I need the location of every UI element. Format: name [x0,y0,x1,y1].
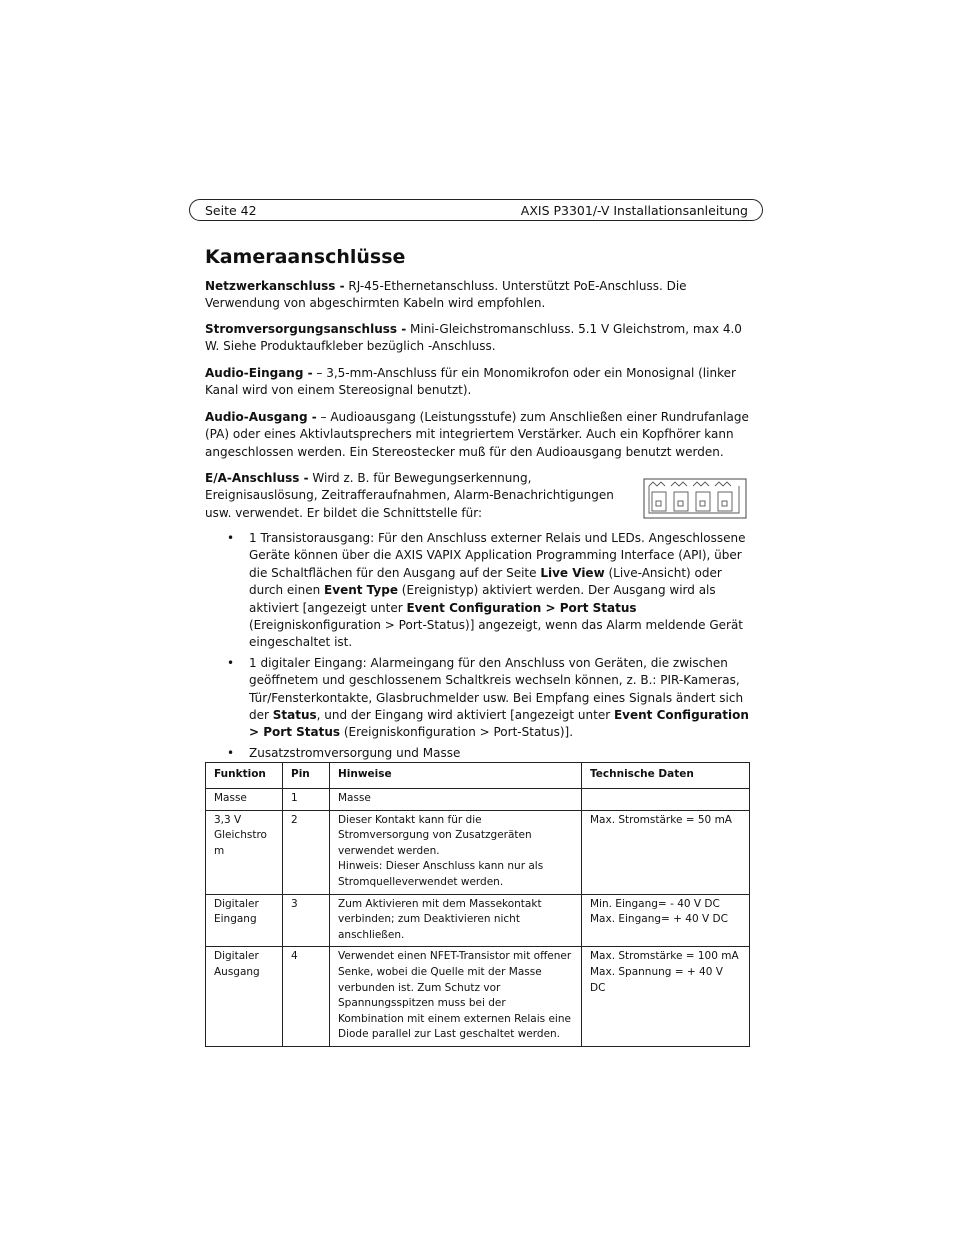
cell-specs: Max. Stromstärke = 100 mA Max. Spannung = + 40 V DC [582,947,750,1047]
bullet-text: 1 digitaler Eingang: Alarmeingang für den Anschluss von Geräten, die zwischen geöffnetem und geschlossenem Schaltkreis wechseln können, z. B.: PIR-Kameras, Tür/Fensterkontakte, Glasbruchmelder usw. Bei Empfang eines Signals ändert sich der [249,655,744,723]
audio-in-label: Audio-Eingang - [205,366,313,380]
cell-specs: Max. Stromstärke = 50 mA [582,810,750,894]
table-row [206,789,750,811]
audio-out-paragraph [205,409,750,461]
cell-specs [582,789,750,811]
network-text: RJ-45-Ethernetanschluss. Unterstützt PoE-Anschluss. Die Verwendung von abgeschirmten Kabeln wird empfohlen. [205,279,687,311]
bullet-icon: • [227,531,235,545]
document-title: AXIS P3301/-V Installationsanleitung [520,203,748,218]
io-paragraph [205,470,617,522]
power-label: Stromversorgungsanschluss - [205,322,407,336]
ui-term-status: Status [272,708,317,723]
column-header: Technische Daten [582,763,750,789]
cell-notes: Dieser Kontakt kann für die Stromversorgung von Zusatzgeräten verwendet werden. Hinweis: Dieser Anschluss kann nur als Stromquelleverwendet werden. [330,810,582,894]
bullet-text: (Ereignistyp) aktiviert werden. Der Ausgang wird als aktiviert [angezeigt unter [249,583,716,615]
table-row [206,894,750,947]
cell-function: 3,3 V Gleichstro m [206,810,283,894]
list-item [227,530,752,652]
list-item [227,655,752,742]
cell-pin: 4 [283,947,330,1047]
bullet-icon: • [227,745,235,760]
bullet-text: (Live-Ansicht) oder durch einen [249,565,722,598]
bullet-text: Zusatzstromversorgung und Masse [249,745,461,760]
audio-out-label: Audio-Ausgang - [205,410,317,424]
list-item [227,745,752,762]
page-title: Kameraanschlüsse [205,246,406,268]
bullet-text: , und der Eingang wird aktiviert [angezeigt unter [316,708,614,723]
column-header: Pin [283,763,330,789]
bullet-text: 1 Transistorausgang: Für den Anschluss externer Relais und LEDs. Angeschlossene Geräte können über die AXIS VAPIX Application Programming Interface (API), über die Schaltflächen für den Ausgang auf der Seite [249,531,746,580]
io-pin-table [205,762,750,1047]
io-connector-icon [643,478,747,519]
column-header: Funktion [206,763,283,789]
cell-function: Masse [206,789,283,811]
audio-out-text: – Audioausgang (Leistungsstufe) zum Anschließen einer Rundrufanlage (PA) oder eines Aktivlautsprechers mit integriertem Verstärker. Auch ein Kopfhörer kann angeschlossen werden. Ein Stereostecker muß für den Audioausgang benutzt werden. [205,410,749,459]
table-row [206,810,750,894]
ui-term-port-status: Event Configuration > Port Status [406,600,637,615]
page-header [189,199,763,221]
ui-term-port-status: Event Configuration > Port Status [249,708,749,740]
audio-in-paragraph [205,365,750,400]
power-paragraph [205,321,750,356]
ui-term-event-type: Event Type [324,583,398,598]
bullet-text: (Ereigniskonfiguration > Port-Status)]. [340,725,574,740]
cell-notes: Masse [330,789,582,811]
io-text: Wird z. B. für Bewegungserkennung, Ereignisauslösung, Zeitrafferaufnahmen, Alarm-Benachrichtigungen usw. verwendet. Er bildet die Schnittstelle für: [205,471,614,520]
cell-specs: Min. Eingang= - 40 V DC Max. Eingang= + 40 V DC [582,894,750,947]
cell-notes: Zum Aktivieren mit dem Massekontakt verbinden; zum Deaktivieren nicht anschließen. [330,894,582,947]
io-function-list [227,530,752,762]
network-paragraph [205,278,750,313]
power-text: Mini-Gleichstromanschluss. 5.1 V Gleichstrom, max 4.0 W. Siehe Produktaufkleber bezüglich -Anschluss. [205,322,742,354]
cell-notes: Verwendet einen NFET-Transistor mit offener Senke, wobei die Quelle mit der Masse verbunden ist. Zum Schutz vor Spannungsspitzen muss bei der Kombination mit einem externen Relais eine Diode parallel zur Last geschaltet werden. [330,947,582,1047]
cell-pin: 2 [283,810,330,894]
column-header: Hinweise [330,763,582,789]
audio-in-text: – 3,5-mm-Anschluss für ein Monomikrofon oder ein Monosignal (linker Kanal wird von einem Stereosignal benutzt). [205,366,736,398]
page-number: Seite 42 [205,203,257,218]
bullet-icon: • [227,655,235,670]
cell-function: Digitaler Eingang [206,894,283,947]
cell-pin: 3 [283,894,330,947]
io-label: E/A-Anschluss - [205,471,309,485]
network-label: Netzwerkanschluss - [205,279,345,293]
ui-term-live-view: Live View [540,565,605,580]
table-row [206,947,750,1047]
cell-function: Digitaler Ausgang [206,947,283,1047]
bullet-text: (Ereigniskonfiguration > Port-Status)] angezeigt, wenn das Alarm meldende Gerät eingeschaltet ist. [249,618,744,650]
cell-pin: 1 [283,789,330,811]
table-header-row [206,763,750,789]
